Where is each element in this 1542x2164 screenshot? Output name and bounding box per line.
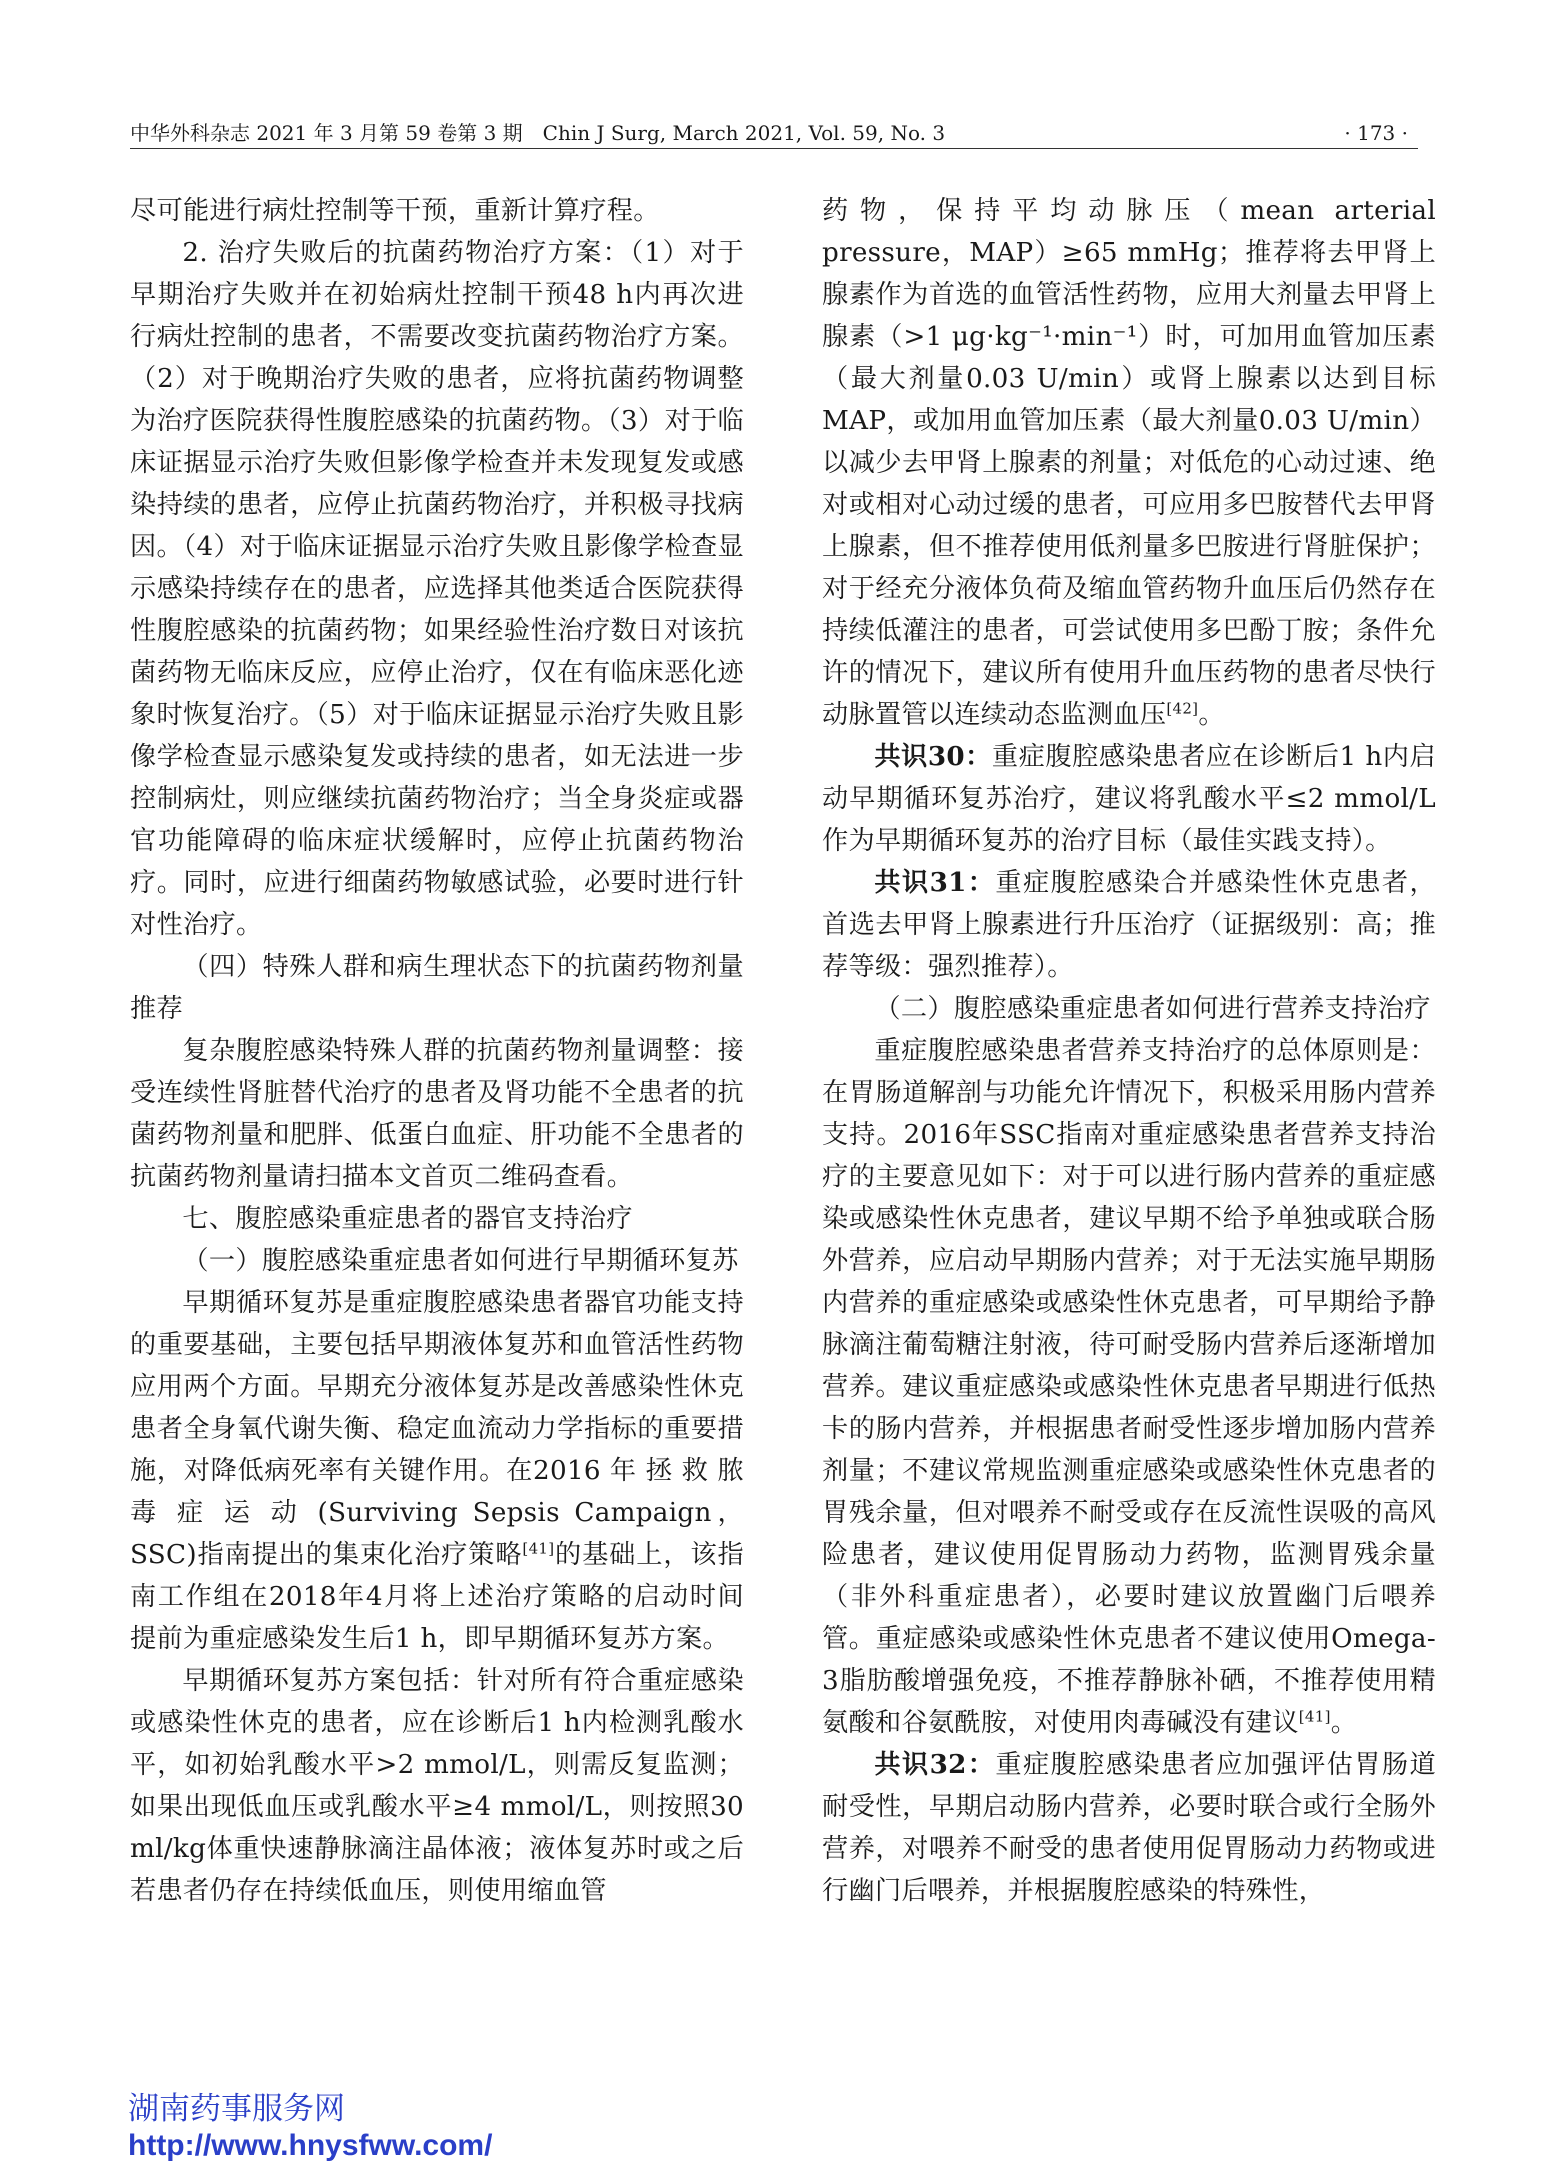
watermark-site-name: 湖南药事服务网 [128, 2091, 345, 2126]
paragraph-text: （一）腹腔感染重症患者如何进行早期循环复苏 [182, 1246, 739, 1276]
paragraph [822, 736, 1436, 862]
running-header [130, 118, 1418, 149]
paragraph [822, 190, 1436, 736]
consensus-label: 共识31： [874, 867, 996, 898]
watermark [128, 2090, 492, 2164]
paragraph-text: 重症腹腔感染合并感染性休克患者，首选去甲肾上腺素进行升压治疗（证据级别：高；推荐等级：强烈推荐）。 [822, 868, 1436, 982]
paragraph-text: 复杂腹腔感染特殊人群的抗菌药物剂量调整：接受连续性肾脏替代治疗的患者及肾功能不全患者的抗菌药物剂量和肥胖、低蛋白血症、肝功能不全患者的抗菌药物剂量请扫描本文首页二维码查看。 [130, 1036, 744, 1192]
consensus-label: 共识30： [874, 741, 992, 772]
paragraph-text: 重症腹腔感染患者营养支持治疗的总体原则是：在胃肠道解剖与功能允许情况下，积极采用肠内营养支持。2016年SSC指南对重症感染患者营养支持治疗的主要意见如下：对于可以进行肠内营养的重症感染或感染性休克患者，建议早期不给予单独或联合肠外营养，应启动早期肠内营养；对于无法实施早期肠内营养的重症感染或感染性休克患者，可早期给予静脉滴注葡萄糖注射液，待可耐受肠内营养后逐渐增加营养。建议重症感染或感染性休克患者早期进行低热卡的肠内营养，并根据患者耐受性逐步增加肠内营养剂量；不建议常规监测重症感染或感染性休克患者的胃残余量，但对喂养不耐受或存在反流性误吸的高风险患者，建议使用促胃肠动力药物，监测胃残余量（非外科重症患者），必要时建议放置幽门后喂养管。重症感染或感染性休克患者不建议使用Omega-3脂肪酸增强免疫，不推荐静脉补硒，不推荐使用精氨酸和谷氨酰胺，对使用肉毒碱没有建议 [822, 1036, 1436, 1738]
right-column [822, 190, 1436, 1912]
page-number: · 173 · [1344, 121, 1408, 145]
paragraph [822, 1744, 1436, 1912]
paragraph [130, 946, 744, 1030]
paragraph-text: 2. 治疗失败后的抗菌药物治疗方案：（1）对于早期治疗失败并在初始病灶控制干预48 h内再次进行病灶控制的患者，不需要改变抗菌药物治疗方案。（2）对于晚期治疗失败的患者，应将抗菌药物调整为治疗医院获得性腹腔感染的抗菌药物。（3）对于临床证据显示治疗失败但影像学检查并未发现复发或感染持续的患者，应停止抗菌药物治疗，并积极寻找病因。（4）对于临床证据显示治疗失败且影像学检查显示感染持续存在的患者，应选择其他类适合医院获得性腹腔感染的抗菌药物；如果经验性治疗数日对该抗菌药物无临床反应，应停止治疗，仅在有临床恶化迹象时恢复治疗。（5）对于临床证据显示治疗失败且影像学检查显示感染复发或持续的患者，如无法进一步控制病灶，则应继续抗菌药物治疗；当全身炎症或器官功能障碍的临床症状缓解时，应停止抗菌药物治疗。同时，应进行细菌药物敏感试验，必要时进行针对性治疗。 [130, 238, 744, 940]
paragraph [822, 1030, 1436, 1744]
consensus-label: 共识32： [874, 1749, 996, 1780]
paragraph-text: （二）腹腔感染重症患者如何进行营养支持治疗 [874, 994, 1431, 1024]
left-column [130, 190, 744, 1912]
paragraph-text-after: 的基础上，该指南工作组在2018年4月将上述治疗策略的启动时间提前为重症感染发生后1 h，即早期循环复苏方案。 [130, 1540, 744, 1654]
paragraph-text: 重症腹腔感染患者应在诊断后1 h内启动早期循环复苏治疗，建议将乳酸水平≤2 mmol/L作为早期循环复苏的治疗目标（最佳实践支持）。 [822, 742, 1436, 856]
paragraph [130, 190, 744, 232]
paragraph-text: 早期循环复苏方案包括：针对所有符合重症感染或感染性休克的患者，应在诊断后1 h内检测乳酸水平，如初始乳酸水平>2 mmol/L，则需反复监测；如果出现低血压或乳酸水平≥4 mmol/L，则按照30 ml/kg体重快速静脉滴注晶体液；液体复苏时或之后若患者仍存在持续低血压，则使用缩血管 [130, 1666, 744, 1906]
paragraph [822, 862, 1436, 988]
paragraph [130, 1030, 744, 1198]
paragraph-text: 早期循环复苏是重症腹腔感染患者器官功能支持的重要基础，主要包括早期液体复苏和血管活性药物应用两个方面。早期充分液体复苏是改善感染性休克患者全身氧代谢失衡、稳定血流动力学指标的重要措施，对降低病死率有关键作用。在2016 年 拯 救 脓 毒 症 运 动 (Surviving Sepsis Campaign，SSC)指南提出的集束化治疗策略 [130, 1288, 744, 1570]
paragraph-text-after: 。 [1330, 1708, 1358, 1738]
paragraph-text: 药物，保持平均动脉压（mean arterial pressure，MAP）≥65 mmHg；推荐将去甲肾上腺素作为首选的血管活性药物，应用大剂量去甲肾上腺素（>1 μg·kg⁻¹·min⁻¹）时，可加用血管加压素（最大剂量0.03 U/min）或肾上腺素以达到目标MAP，或加用血管加压素（最大剂量0.03 U/min）以减少去甲肾上腺素的剂量；对低危的心动过速、绝对或相对心动过缓的患者，可应用多巴胺替代去甲肾上腺素，但不推荐使用低剂量多巴胺进行肾脏保护；对于经充分液体负荷及缩血管药物升血压后仍然存在持续低灌注的患者，可尝试使用多巴酚丁胺；条件允许的情况下，建议所有使用升血压药物的患者尽快行动脉置管以连续动态监测血压 [822, 196, 1436, 730]
paragraph-text: 七、腹腔感染重症患者的器官支持治疗 [182, 1204, 633, 1234]
citation-ref: [42] [1166, 699, 1199, 718]
paragraph [822, 988, 1436, 1030]
paragraph [130, 1660, 744, 1912]
citation-ref: [41] [522, 1539, 555, 1558]
watermark-url[interactable]: http://www.hnysfww.com/ [128, 2129, 493, 2162]
paragraph [130, 1240, 744, 1282]
paragraph-text-after: 。 [1198, 700, 1225, 730]
paragraph [130, 1282, 744, 1660]
paragraph [130, 1198, 744, 1240]
journal-citation: 中华外科杂志 2021 年 3 月第 59 卷第 3 期 Chin J Surg, March 2021, Vol. 59, No. 3 [130, 121, 946, 145]
paragraph-text: 尽可能进行病灶控制等干预，重新计算疗程。 [130, 196, 660, 226]
citation-ref: [41] [1298, 1707, 1331, 1726]
paragraph-text: （四）特殊人群和病生理状态下的抗菌药物剂量推荐 [130, 952, 744, 1024]
paragraph [130, 232, 744, 946]
paragraph-text: 重症腹腔感染患者应加强评估胃肠道耐受性，早期启动肠内营养，必要时联合或行全肠外营养，对喂养不耐受的患者使用促胃肠动力药物或进行幽门后喂养，并根据腹腔感染的特殊性， [822, 1750, 1436, 1906]
